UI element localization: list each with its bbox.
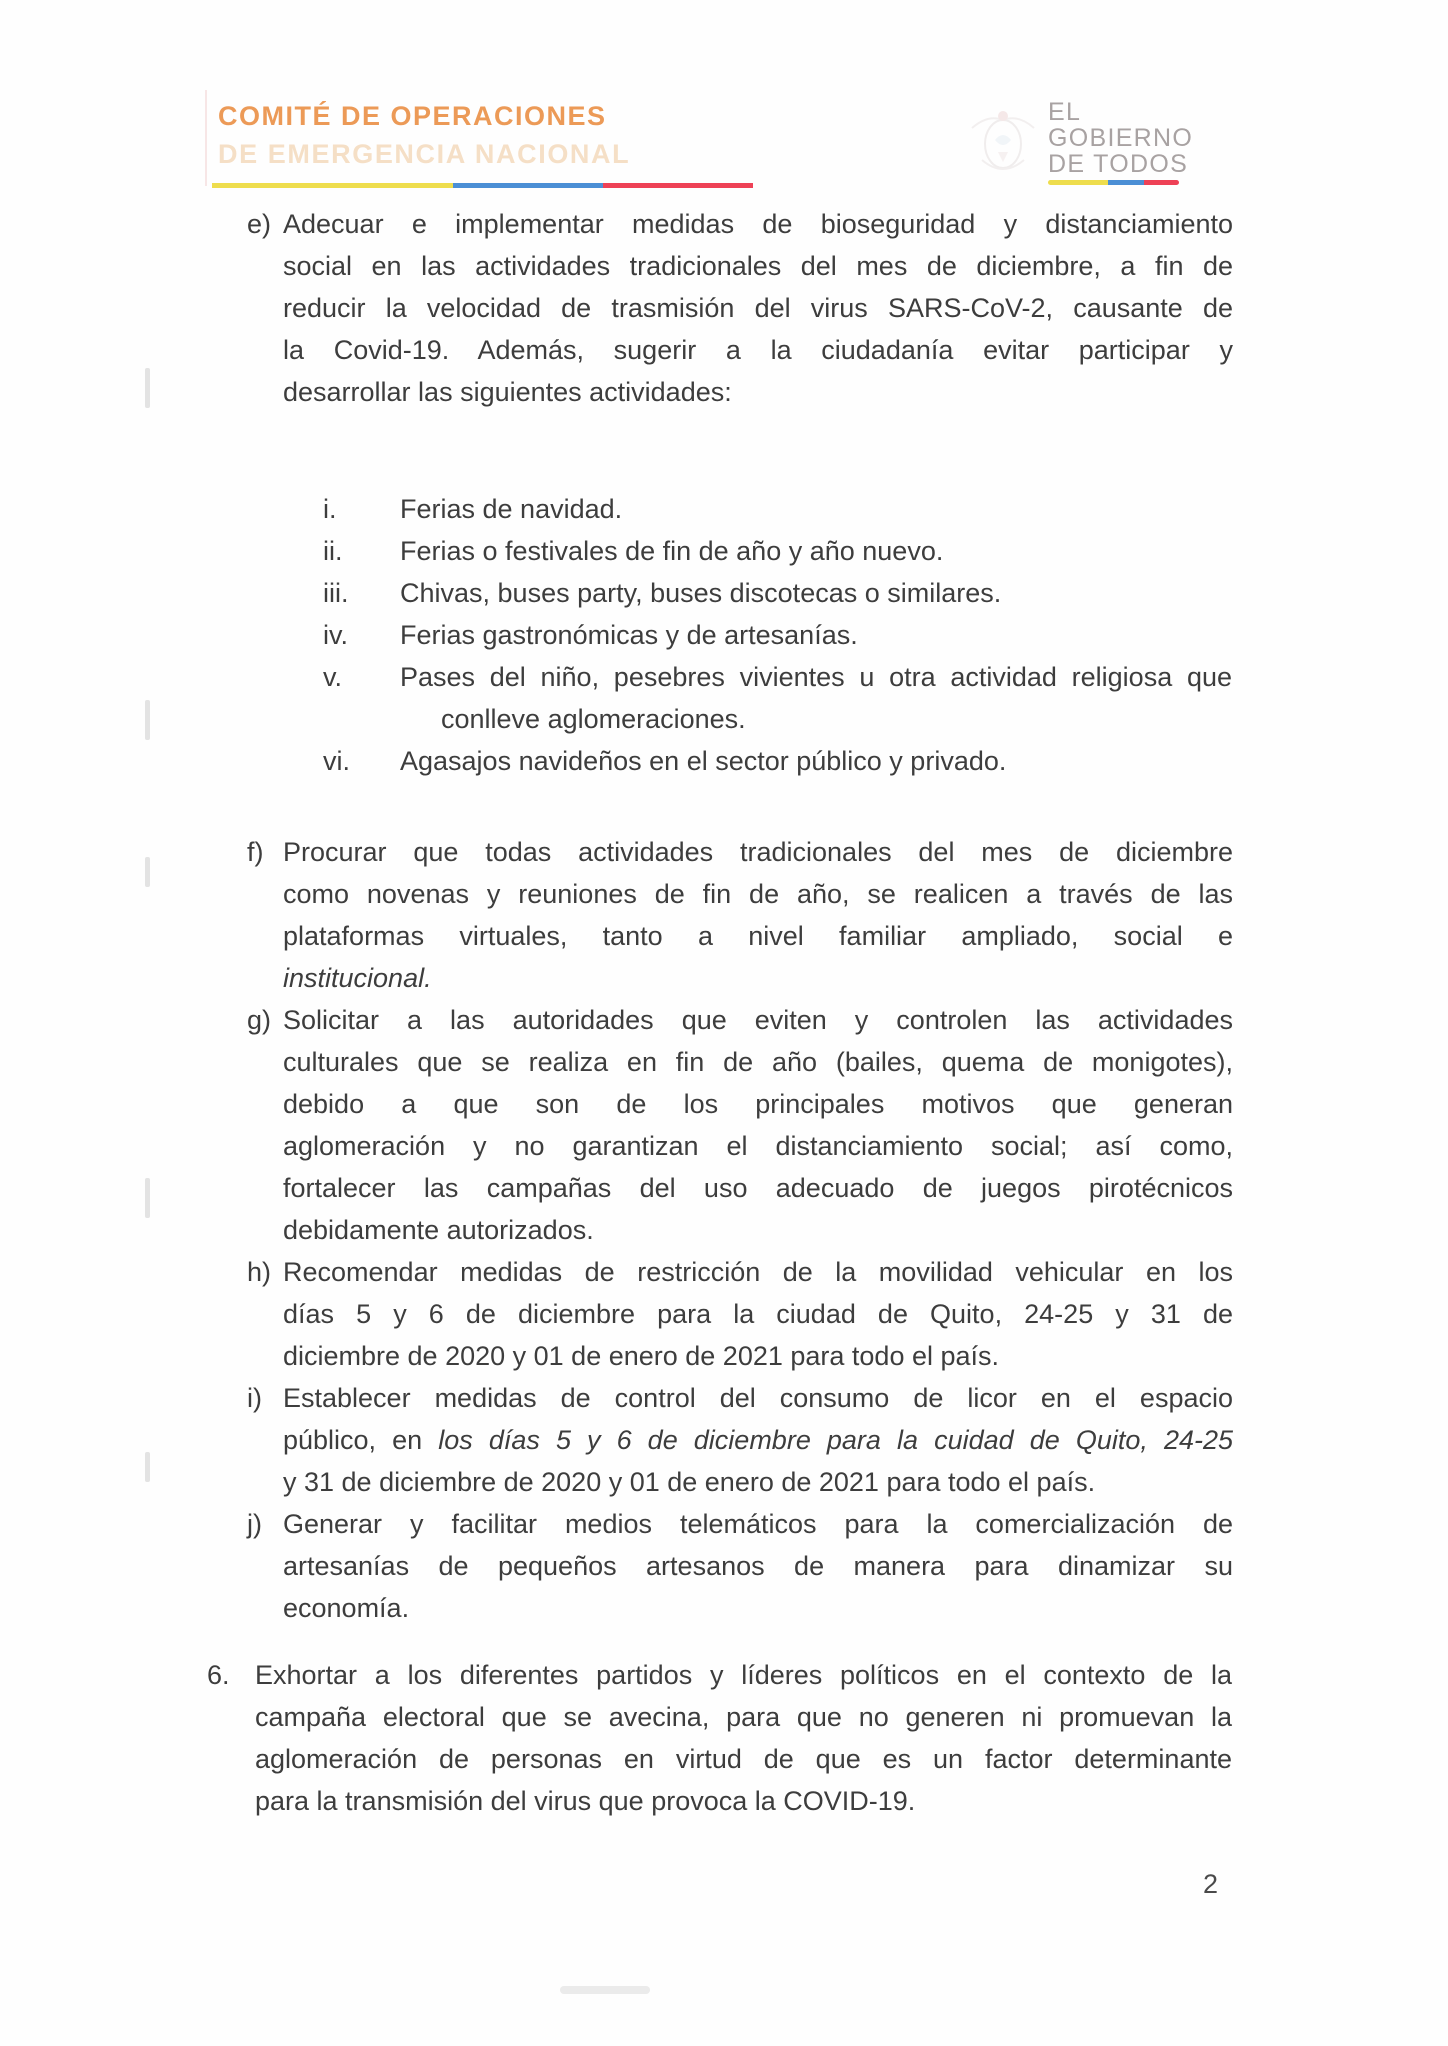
flag-bar-blue — [453, 183, 603, 188]
list-item-ii — [323, 530, 1232, 572]
text-line: Establecer medidas de control del consumo de licor en el espacio — [283, 1383, 1233, 1413]
text-line: Adecuar e implementar medidas de bioseguridad y distanciamiento — [283, 209, 1233, 239]
text-line: conlleve aglomeraciones. — [441, 704, 746, 734]
text-line: para la transmisión del virus que provoca la COVID-19. — [255, 1786, 916, 1816]
text-line: como novenas y reuniones de fin de año, se realicen a través de las — [283, 879, 1233, 909]
text-line: reducir la velocidad de trasmisión del virus SARS-CoV-2, causante de — [283, 293, 1233, 323]
flag-bar-red — [603, 183, 753, 188]
text-line: fortalecer las campañas del uso adecuado de juegos pirotécnicos — [283, 1173, 1233, 1203]
text-line: Ferias gastronómicas y de artesanías. — [400, 620, 858, 650]
logo-wordmark — [1048, 99, 1193, 177]
text-line: institucional. — [283, 963, 432, 993]
text-line: culturales que se realiza en fin de año (bailes, quema de monigotes), — [283, 1047, 1233, 1077]
list-item-i — [323, 488, 1232, 530]
list-marker: vi. — [323, 746, 350, 776]
list-item-g — [247, 999, 1233, 1251]
list-item-h — [247, 1251, 1233, 1377]
text-line: economía. — [283, 1593, 410, 1623]
flag-bar-blue — [1108, 180, 1144, 185]
scan-artifact — [560, 1986, 650, 1994]
list-marker: ii. — [323, 536, 343, 566]
list-marker: i) — [247, 1383, 262, 1413]
list-item-i — [247, 1377, 1233, 1503]
logo-tricolor-underline — [1048, 180, 1179, 185]
list-marker: f) — [247, 837, 264, 867]
flag-bar-yellow — [1048, 180, 1108, 185]
text-line: Ferias de navidad. — [400, 494, 623, 524]
text-line: diciembre de 2020 y 01 de enero de 2021 para todo el país. — [283, 1341, 1000, 1371]
scan-artifact — [145, 368, 150, 408]
list-marker: iii. — [323, 578, 349, 608]
list-item-iii — [323, 572, 1232, 614]
document-list — [207, 203, 1233, 1822]
text-line: Solicitar a las autoridades que eviten y controlen las actividades — [283, 1005, 1233, 1035]
list-item-v — [323, 656, 1232, 740]
coat-of-arms-icon — [962, 100, 1044, 187]
list-item-j — [247, 1503, 1233, 1629]
scan-artifact — [145, 1178, 150, 1218]
text-line: y 31 de diciembre de 2020 y 01 de enero de 2021 para todo el país. — [283, 1467, 1096, 1497]
flag-bar-red — [1144, 180, 1179, 185]
page-number: 2 — [1203, 1869, 1219, 1899]
text-line: social en las actividades tradicionales del mes de diciembre, a fin de — [283, 251, 1233, 281]
scan-artifact — [145, 857, 150, 887]
scan-artifact — [145, 1452, 150, 1482]
text-line: debidamente autorizados. — [283, 1215, 594, 1245]
list-marker: g) — [247, 1005, 272, 1035]
text-line: campaña electoral que se avecina, para que no generen ni promuevan la — [255, 1702, 1232, 1732]
text-line: artesanías de pequeños artesanos de manera para dinamizar su — [283, 1551, 1233, 1581]
list-marker: h) — [247, 1257, 272, 1287]
text-line: aglomeración de personas en virtud de que es un factor determinante — [255, 1744, 1232, 1774]
text-line: Recomendar medidas de restricción de la movilidad vehicular en los — [283, 1257, 1233, 1287]
text-line: Generar y facilitar medios telemáticos para la comercialización de — [283, 1509, 1233, 1539]
list-marker: j) — [247, 1509, 262, 1539]
text-line: Agasajos navideños en el sector público y privado. — [400, 746, 1007, 776]
list-marker: v. — [323, 662, 342, 692]
roman-sublist — [323, 488, 1233, 782]
list-marker: 6. — [207, 1660, 230, 1690]
text-line: la Covid-19. Además, sugerir a la ciudadanía evitar participar y — [283, 335, 1233, 365]
scan-artifact — [205, 90, 207, 186]
header-title: COMITÉ DE OPERACIONES — [218, 101, 607, 131]
text-line: Ferias o festivales de fin de año y año nuevo. — [400, 536, 944, 566]
text-line: Chivas, buses party, buses discotecas o similares. — [400, 578, 1002, 608]
list-marker: i. — [323, 494, 337, 524]
list-marker: e) — [247, 209, 272, 239]
logo-line-1: EL — [1048, 98, 1082, 126]
flag-bar-yellow — [212, 183, 453, 188]
logo-line-3: DE TODOS — [1048, 150, 1189, 178]
list-item-iv — [323, 614, 1232, 656]
scan-artifact — [145, 700, 150, 740]
text-line: debido a que son de los principales motivos que generan — [283, 1089, 1233, 1119]
header-subtitle: DE EMERGENCIA NACIONAL — [218, 139, 631, 169]
text-line: desarrollar las siguientes actividades: — [283, 377, 732, 407]
tricolor-divider — [212, 183, 753, 188]
list-item-e — [247, 203, 1233, 413]
text-line: Pases del niño, pesebres vivientes u otra actividad religiosa que — [400, 662, 1232, 692]
text-line: aglomeración y no garantizan el distanciamiento social; así como, — [283, 1131, 1233, 1161]
list-marker: iv. — [323, 620, 348, 650]
logo-line-2: GOBIERNO — [1048, 124, 1194, 152]
text-line: días 5 y 6 de diciembre para la ciudad de Quito, 24-25 y 31 de — [283, 1299, 1233, 1329]
list-item-vi — [323, 740, 1232, 782]
text-line: Procurar que todas actividades tradicionales del mes de diciembre — [283, 837, 1233, 867]
text-line: público, en los días 5 y 6 de diciembre para la cuidad de Quito, 24-25 — [283, 1425, 1233, 1455]
text-line: plataformas virtuales, tanto a nivel familiar ampliado, social e — [283, 921, 1233, 951]
list-item-f — [247, 831, 1233, 999]
text-line: Exhortar a los diferentes partidos y líderes políticos en el contexto de la — [255, 1660, 1232, 1690]
list-item-6 — [207, 1654, 1232, 1822]
